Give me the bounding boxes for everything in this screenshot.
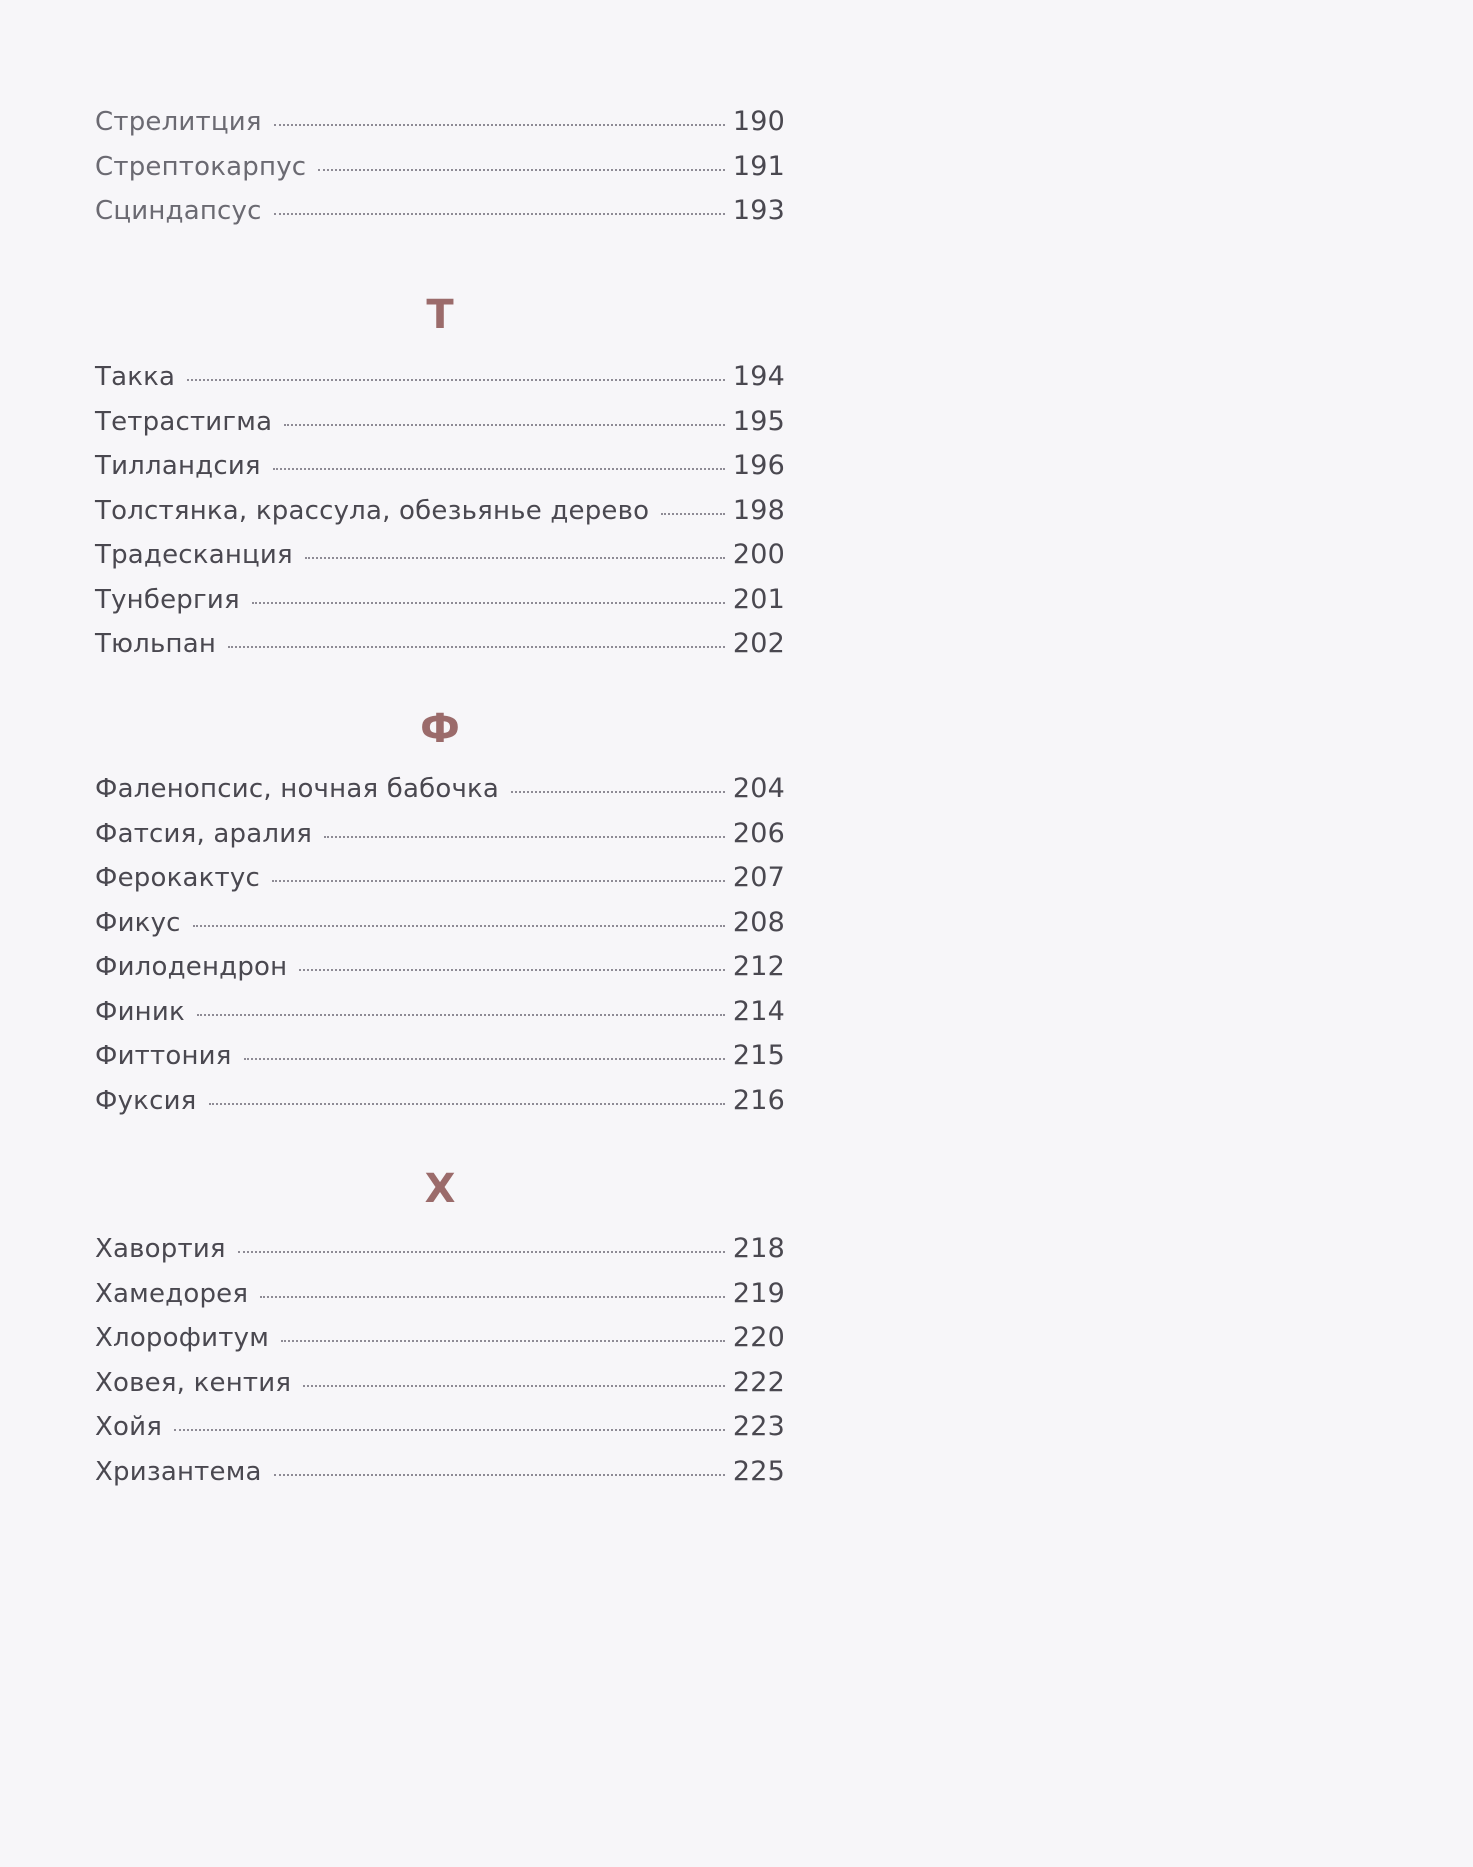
entry-page: 194 [732, 361, 785, 392]
dot-leader [303, 1385, 725, 1387]
dot-leader [174, 1429, 725, 1431]
entry-name: Фаленопсис, ночная бабочка [95, 774, 500, 804]
entry-page: 212 [732, 951, 785, 982]
entry-name: Фиттония [95, 1041, 232, 1071]
entry-name: Тетрастигма [95, 406, 273, 437]
entry-name: Хойя [95, 1412, 163, 1442]
index-entry [95, 990, 785, 1035]
entry-page: 206 [732, 817, 785, 849]
index-entry [95, 812, 785, 857]
entry-page: 219 [732, 1277, 785, 1309]
index-entry [95, 1272, 785, 1317]
index-entry [95, 1227, 785, 1272]
index-entry [95, 145, 785, 190]
dot-leader [187, 379, 725, 381]
entry-page: 222 [732, 1366, 785, 1398]
entry-page: 191 [732, 150, 785, 182]
index-entry [95, 622, 785, 667]
dot-leader [318, 169, 725, 171]
dot-leader [244, 1058, 725, 1060]
entry-page: 223 [732, 1411, 785, 1442]
entry-list [95, 100, 785, 234]
entry-name: Фикус [95, 907, 181, 938]
index-entry [95, 901, 785, 946]
entry-page: 220 [732, 1322, 785, 1353]
dot-leader [299, 969, 724, 971]
dot-leader [284, 424, 725, 426]
entry-name: Тюльпан [95, 629, 217, 659]
section-letter: Ф [420, 706, 460, 752]
entry-name: Ферокактус [95, 863, 260, 893]
entry-name: Сциндапсус [95, 196, 262, 226]
index-entry [95, 1450, 785, 1495]
entry-name: Фатсия, аралия [95, 818, 313, 849]
index-entry [95, 400, 785, 445]
entry-page: 208 [732, 906, 785, 938]
index-entry [95, 355, 785, 400]
index-entry [95, 533, 785, 578]
entry-page: 198 [732, 494, 785, 526]
index-entry [95, 1034, 785, 1079]
dot-leader [661, 513, 725, 515]
dot-leader [228, 646, 725, 648]
dot-leader [252, 602, 725, 604]
entry-list [95, 767, 785, 1123]
entry-page: 196 [732, 450, 785, 481]
entry-name: Стрептокарпус [95, 151, 307, 182]
entry-list [95, 1227, 785, 1494]
entry-name: Финик [95, 996, 185, 1027]
dot-leader [260, 1296, 725, 1298]
index-entry [95, 489, 785, 534]
entry-name: Хавортия [95, 1234, 226, 1264]
index-entry [95, 1361, 785, 1406]
dot-leader [274, 124, 725, 126]
index-entry [95, 1405, 785, 1450]
index-entry [95, 945, 785, 990]
entry-page: 193 [732, 195, 785, 226]
entry-name: Фуксия [95, 1085, 197, 1116]
dot-leader [209, 1103, 725, 1105]
index-entry [95, 444, 785, 489]
index-entry [95, 856, 785, 901]
entry-page: 202 [732, 628, 785, 659]
index-entry [95, 189, 785, 234]
index-entry [95, 100, 785, 145]
entry-page: 207 [732, 862, 785, 893]
dot-leader [274, 1474, 725, 1476]
index-entry [95, 1316, 785, 1361]
dot-leader [273, 468, 725, 470]
dot-leader [274, 213, 725, 215]
entry-name: Тунбергия [95, 584, 240, 615]
dot-leader [193, 925, 725, 927]
entry-page: 218 [732, 1233, 785, 1264]
entry-name: Тилландсия [95, 451, 261, 481]
entry-name: Хлорофитум [95, 1323, 270, 1353]
entry-name: Стрелитция [95, 107, 262, 137]
dot-leader [197, 1014, 725, 1016]
dot-leader [305, 557, 725, 559]
section-letter: Т [426, 292, 454, 338]
entry-page: 204 [732, 773, 785, 804]
entry-page: 214 [732, 995, 785, 1027]
entry-name: Ховея, кентия [95, 1367, 292, 1398]
entry-name: Толстянка, крассула, обезьянье дерево [95, 495, 650, 526]
entry-page: 225 [732, 1455, 785, 1487]
section-letter: Х [424, 1166, 456, 1212]
entry-name: Традесканция [95, 540, 293, 570]
index-entry [95, 767, 785, 812]
dot-leader [272, 880, 725, 882]
entry-name: Хамедорея [95, 1278, 249, 1309]
entry-name: Такка [95, 362, 176, 392]
entry-list [95, 355, 785, 667]
entry-page: 190 [732, 106, 785, 137]
index-entry [95, 578, 785, 623]
dot-leader [324, 836, 725, 838]
entry-page: 200 [732, 539, 785, 570]
entry-name: Хризантема [95, 1456, 262, 1487]
entry-page: 216 [732, 1084, 785, 1116]
dot-leader [238, 1251, 725, 1253]
entry-name: Филодендрон [95, 952, 288, 982]
index-entry [95, 1079, 785, 1124]
entry-page: 215 [732, 1040, 785, 1071]
entry-page: 201 [732, 583, 785, 615]
dot-leader [281, 1340, 725, 1342]
dot-leader [511, 791, 725, 793]
entry-page: 195 [732, 405, 785, 437]
